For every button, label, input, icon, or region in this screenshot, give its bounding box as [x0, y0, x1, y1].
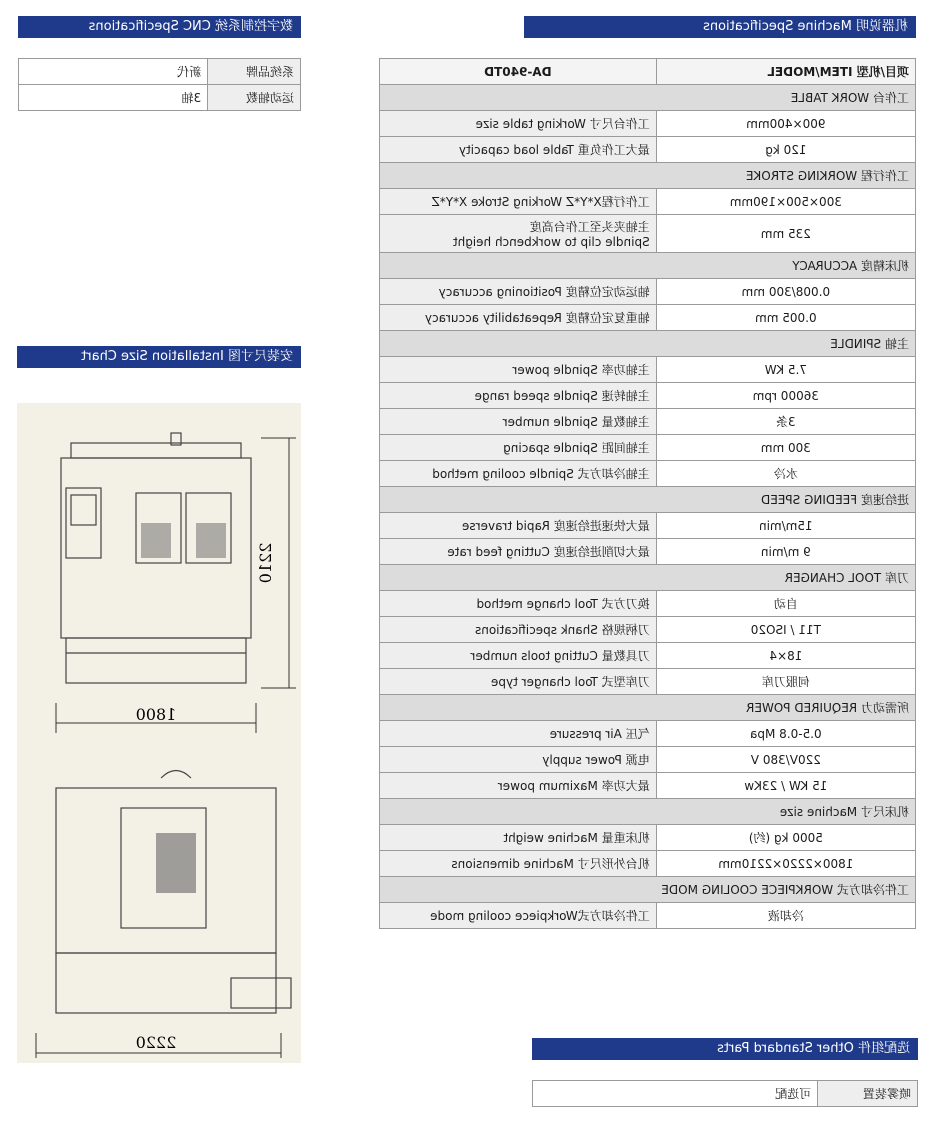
table-row	[380, 513, 916, 539]
machine-header	[524, 16, 916, 38]
spec-label: 轴重复定位精度 Repeatability accuracy	[380, 305, 657, 331]
machine-drawing	[17, 403, 301, 1063]
section-label: 工件冷却方式 WORKPIECE COOLING MODE	[380, 877, 916, 903]
spec-label	[380, 215, 657, 253]
table-row	[380, 721, 916, 747]
section-row	[380, 877, 916, 903]
spec-value: 300×500×190mm	[656, 189, 915, 215]
table-row	[380, 305, 916, 331]
spec-label: 轴运动定位精度 Positioning accuracy	[380, 279, 657, 305]
other-label: 喷雾装置	[818, 1081, 918, 1107]
spec-label: 机床重量 Machine weight	[380, 825, 657, 851]
table-row	[380, 409, 916, 435]
cnc-table	[18, 58, 301, 111]
table-row	[533, 1081, 918, 1107]
table-row	[380, 773, 916, 799]
section-label: 机床尺寸 Machine size	[380, 799, 916, 825]
spec-label: 最大切削进给速度 Cutting feed rate	[380, 539, 657, 565]
spec-value: 冷却液	[656, 903, 915, 929]
machine-spec-table	[379, 58, 916, 929]
spec-label: 气压 Air pressure	[380, 721, 657, 747]
section-row	[380, 253, 916, 279]
spec-label: 刀具数量 Cutting tools number	[380, 643, 657, 669]
spec-value: 0.005 mm	[656, 305, 915, 331]
spec-label: 主轴间距 Spindle spacing	[380, 435, 657, 461]
table-row	[380, 137, 916, 163]
section-label: 工作台 WORK TABLE	[380, 85, 916, 111]
section-row	[380, 799, 916, 825]
spec-label: 主轴功率 Spindle power	[380, 357, 657, 383]
cnc-title: 数字控制系统 CNC Specifications	[88, 19, 293, 34]
spec-value: 0.008/300 mm	[656, 279, 915, 305]
cnc-label: 系统品牌	[208, 59, 301, 85]
section-label: 机床精度 ACCURACY	[380, 253, 916, 279]
machine-title: 机器说明 Machine Specifications	[703, 19, 908, 34]
spec-label: 主轴数量 Spindle number	[380, 409, 657, 435]
depth-dimension: 2220	[135, 1033, 177, 1052]
spec-label: 机台外形尺寸 Machine dimensions	[380, 851, 657, 877]
side-base	[56, 953, 276, 1013]
spec-label: 最大工作负重 Table load capacity	[380, 137, 657, 163]
spec-label: 刀库型式 Tool changer type	[380, 669, 657, 695]
other-title: 选配组件 Other Standard Parts	[717, 1041, 910, 1056]
spec-value: 300 mm	[656, 435, 915, 461]
spec-label: 刀柄规格 Shank specifications	[380, 617, 657, 643]
spec-label: 工件冷却方式Workpiece cooling mode	[380, 903, 657, 929]
section-label: 刀库 TOOL CHANGER	[380, 565, 916, 591]
spec-value: 0.5-0.8 Mpa	[656, 721, 915, 747]
spec-value: 18×4	[656, 643, 915, 669]
cnc-label: 运动轴数	[208, 85, 301, 111]
other-header	[532, 1038, 918, 1060]
spec-value: 235 mm	[656, 215, 915, 253]
section-label: 进给速度 FEEDING SPEED	[380, 487, 916, 513]
table-row	[380, 617, 916, 643]
spec-value: 220V/380 V	[656, 747, 915, 773]
spec-label: 主轴冷却方式 Spindle cooling method	[380, 461, 657, 487]
table-row	[380, 851, 916, 877]
table-row	[380, 435, 916, 461]
table-row	[380, 825, 916, 851]
spec-label: 电源 Power supply	[380, 747, 657, 773]
spec-value: 9 m/min	[656, 539, 915, 565]
cnc-value: 新代	[19, 59, 208, 85]
section-row	[380, 695, 916, 721]
table-header-row	[380, 59, 916, 85]
spec-value: 900×400mm	[656, 111, 915, 137]
table-row	[380, 357, 916, 383]
cnc-value: 3轴	[19, 85, 208, 111]
section-row	[380, 565, 916, 591]
table-row	[380, 669, 916, 695]
table-row	[19, 59, 301, 85]
section-row	[380, 487, 916, 513]
table-row	[380, 643, 916, 669]
spec-value: 15 KW / 23Kw	[656, 773, 915, 799]
spec-value: 7.5 KW	[656, 357, 915, 383]
spec-value: T11 / ISO20	[656, 617, 915, 643]
section-label: 主轴 SPINDLE	[380, 331, 916, 357]
header-model: DA-940TD	[380, 59, 657, 85]
spec-value: 1800×2220×2210mm	[656, 851, 915, 877]
keypad	[156, 833, 196, 893]
spec-label: 主轴转速 Spindle speed range	[380, 383, 657, 409]
other-parts-table	[532, 1080, 918, 1107]
installation-diagram	[17, 403, 301, 1063]
spec-label: 最大快速进给速度 Rapid traverse	[380, 513, 657, 539]
spec-value: 自动	[656, 591, 915, 617]
table-row	[380, 279, 916, 305]
spec-value: 120 kg	[656, 137, 915, 163]
height-dimension: 2210	[256, 542, 275, 584]
cnc-header	[18, 16, 301, 38]
table-row	[380, 539, 916, 565]
table-row	[380, 383, 916, 409]
section-row	[380, 331, 916, 357]
spec-value: 水冷	[656, 461, 915, 487]
spec-label: 工作台尺寸 Working table size	[380, 111, 657, 137]
section-row	[380, 163, 916, 189]
section-label: 工作行程 WORKING STROKE	[380, 163, 916, 189]
other-value: 可选配	[533, 1081, 818, 1107]
spec-value: 15m/min	[656, 513, 915, 539]
header-item: 项目/机型 ITEM/MODEL	[656, 59, 915, 85]
table-row	[380, 591, 916, 617]
table-row	[380, 461, 916, 487]
spec-value: 伺服刀库	[656, 669, 915, 695]
install-title: 安装尺寸图 Installation Size Chart	[81, 349, 293, 364]
spec-label-line: 主轴夹头至工作台高度	[529, 220, 650, 234]
table-row	[19, 85, 301, 111]
spec-value: 3条	[656, 409, 915, 435]
table-row	[380, 111, 916, 137]
section-row	[380, 85, 916, 111]
table-row	[380, 215, 916, 253]
spec-label: 最大功率 Maximum power	[380, 773, 657, 799]
install-header	[17, 346, 301, 368]
spec-value: 36000 rpm	[656, 383, 915, 409]
table-row	[380, 747, 916, 773]
table-row	[380, 189, 916, 215]
section-label: 所需动力 REQUIRED POWER	[380, 695, 916, 721]
table-row	[380, 903, 916, 929]
spec-label-line: Spindle clip to workbench height	[452, 235, 650, 249]
spec-label: 换刀方式 Tool change method	[380, 591, 657, 617]
width-dimension: 1800	[135, 705, 177, 724]
front-base	[66, 638, 246, 683]
spec-value: 5000 kg (约)	[656, 825, 915, 851]
spec-label: 工作行程X*Y*Z Working Stroke X*Y*Z	[380, 189, 657, 215]
